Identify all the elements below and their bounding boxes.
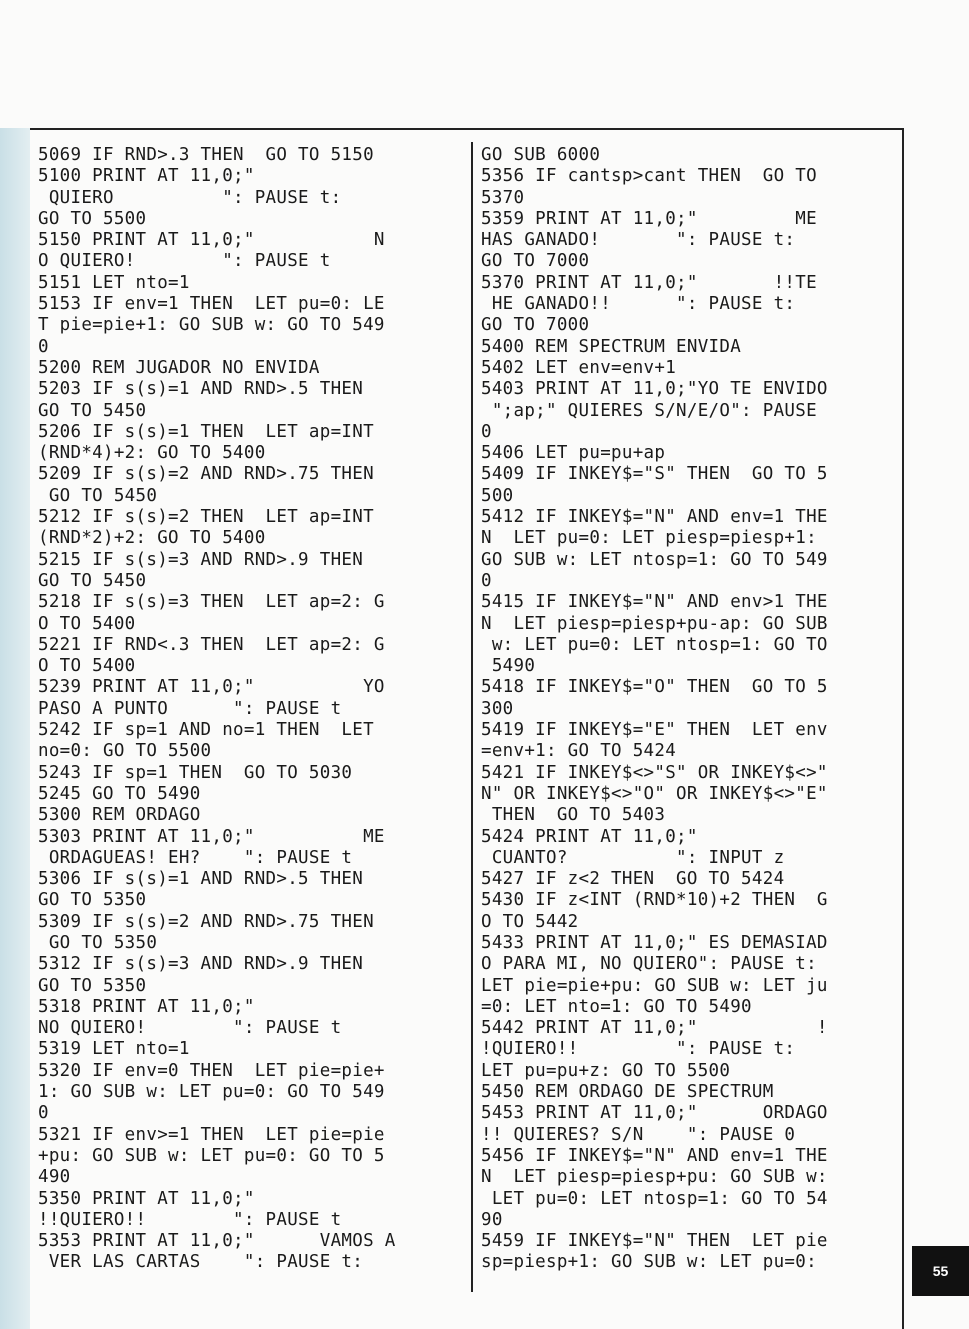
code-line: GO TO 5450	[38, 570, 147, 591]
code-line: T pie=pie+1: GO SUB w: GO TO 549	[38, 315, 385, 336]
page-number: 55	[912, 1246, 969, 1296]
column-divider	[471, 142, 473, 1292]
code-line: 5300 REM ORDAGO	[38, 805, 201, 826]
code-line: 5312 IF s(s)=3 AND RND>.9 THEN	[38, 954, 364, 975]
code-line: N LET piesp=piesp+pu-ap: GO SUB	[481, 613, 828, 634]
code-line: 5370 PRINT AT 11,0;" !!TE	[481, 272, 817, 293]
code-line: 5321 IF env>=1 THEN LET pie=pie	[38, 1124, 385, 1145]
code-line: LET pu=0: LET ntosp=1: GO TO 54	[481, 1188, 828, 1209]
code-line: GO TO 5450	[38, 485, 158, 506]
code-line: 5306 IF s(s)=1 AND RND>.5 THEN	[38, 869, 364, 890]
code-line: 5309 IF s(s)=2 AND RND>.75 THEN	[38, 911, 374, 932]
code-line: 5215 IF s(s)=3 AND RND>.9 THEN	[38, 549, 364, 570]
code-line: 5069 IF RND>.3 THEN GO TO 5150	[38, 145, 374, 165]
code-line: HE GANADO!! ": PAUSE t:	[481, 294, 796, 315]
code-line: 5353 PRINT AT 11,0;" VAMOS A	[38, 1231, 396, 1252]
code-line: GO SUB 6000	[481, 145, 601, 165]
code-line: w: LET pu=0: LET ntosp=1: GO TO	[481, 634, 828, 655]
code-line: O TO 5442	[481, 911, 579, 932]
code-line: 5212 IF s(s)=2 THEN LET ap=INT	[38, 507, 374, 528]
code-line: THEN GO TO 5403	[481, 805, 666, 826]
code-line: O PARA MI, NO QUIERO": PAUSE t:	[481, 954, 817, 975]
code-line: VER LAS CARTAS ": PAUSE t:	[38, 1252, 364, 1273]
code-line: !!QUIERO!! ": PAUSE t	[38, 1209, 342, 1230]
code-line: 5245 GO TO 5490	[38, 783, 201, 804]
code-line: 5403 PRINT AT 11,0;"YO TE ENVIDO	[481, 379, 828, 400]
code-line: sp=piesp+1: GO SUB w: LET pu=0:	[481, 1252, 817, 1273]
code-line: 5356 IF cantsp>cant THEN GO TO	[481, 166, 817, 187]
code-line: 0	[481, 421, 492, 442]
code-line: 5359 PRINT AT 11,0;" ME	[481, 208, 817, 229]
code-line: CUANTO? ": INPUT z	[481, 847, 785, 868]
code-line: 1: GO SUB w: LET pu=0: GO TO 549	[38, 1082, 385, 1103]
code-line: no=0: GO TO 5500	[38, 741, 212, 762]
code-line: 5151 LET nto=1	[38, 272, 190, 293]
code-line: 500	[481, 485, 514, 506]
code-line: 5412 IF INKEY$="N" AND env=1 THE	[481, 507, 828, 528]
code-line: GO TO 5350	[38, 932, 158, 953]
code-line: 5459 IF INKEY$="N" THEN LET pie	[481, 1231, 828, 1252]
code-line: 5427 IF z<2 THEN GO TO 5424	[481, 869, 785, 890]
code-line: 300	[481, 698, 514, 719]
code-line: !QUIERO!! ": PAUSE t:	[481, 1039, 796, 1060]
code-line: 5221 IF RND<.3 THEN LET ap=2: G	[38, 634, 385, 655]
code-line: ORDAGUEAS! EH? ": PAUSE t	[38, 847, 353, 868]
code-line: LET pu=pu+z: GO TO 5500	[481, 1060, 731, 1081]
code-line: HAS GANADO! ": PAUSE t:	[481, 230, 796, 251]
code-line: 0	[38, 1103, 49, 1124]
code-line: =0: LET nto=1: GO TO 5490	[481, 996, 752, 1017]
listing-column-right	[481, 145, 899, 1274]
code-line: 5430 IF z<INT (RND*10)+2 THEN G	[481, 890, 828, 911]
code-line: =env+1: GO TO 5424	[481, 741, 677, 762]
code-line: ";ap;" QUIERES S/N/E/O": PAUSE	[481, 400, 817, 421]
code-line: O TO 5400	[38, 656, 136, 677]
code-line: 5409 IF INKEY$="S" THEN GO TO 5	[481, 464, 828, 485]
code-line: 5453 PRINT AT 11,0;" ORDAGO	[481, 1103, 828, 1124]
code-line: 5490	[481, 656, 536, 677]
code-line: GO TO 5350	[38, 890, 147, 911]
code-line: GO TO 5450	[38, 400, 147, 421]
code-line: 5421 IF INKEY$<>"S" OR INKEY$<>"	[481, 762, 828, 783]
code-line: 5319 LET nto=1	[38, 1039, 190, 1060]
code-line: 5203 IF s(s)=1 AND RND>.5 THEN	[38, 379, 364, 400]
code-line: QUIERO ": PAUSE t:	[38, 187, 342, 208]
code-line: 5242 IF sp=1 AND no=1 THEN LET	[38, 720, 374, 741]
code-line: 5320 IF env=0 THEN LET pie=pie+	[38, 1060, 385, 1081]
code-line: 5370	[481, 187, 525, 208]
code-line: 0	[38, 336, 49, 357]
code-line: 5419 IF INKEY$="E" THEN LET env	[481, 720, 828, 741]
code-line: 5415 IF INKEY$="N" AND env>1 THE	[481, 592, 828, 613]
code-line: 5100 PRINT AT 11,0;"	[38, 166, 255, 187]
code-line: GO TO 7000	[481, 315, 590, 336]
code-line: 5239 PRINT AT 11,0;" YO	[38, 677, 385, 698]
code-line: 5206 IF s(s)=1 THEN LET ap=INT	[38, 421, 374, 442]
code-line: 5442 PRINT AT 11,0;" !	[481, 1018, 828, 1039]
code-line: 5406 LET pu=pu+ap	[481, 443, 666, 464]
listing-column-left	[38, 145, 466, 1274]
code-line: (RND*2)+2: GO TO 5400	[38, 528, 266, 549]
code-line: GO SUB w: LET ntosp=1: GO TO 549	[481, 549, 828, 570]
code-line: 0	[481, 570, 492, 591]
code-line: GO TO 7000	[481, 251, 590, 272]
code-line: 490	[38, 1167, 71, 1188]
code-line: 5433 PRINT AT 11,0;" ES DEMASIAD	[481, 932, 828, 953]
code-line: 5200 REM JUGADOR NO ENVIDA	[38, 357, 320, 378]
code-line: PASO A PUNTO ": PAUSE t	[38, 698, 342, 719]
code-line: 5209 IF s(s)=2 AND RND>.75 THEN	[38, 464, 374, 485]
code-line: 5400 REM SPECTRUM ENVIDA	[481, 336, 742, 357]
code-line: !! QUIERES? S/N ": PAUSE 0	[481, 1124, 796, 1145]
code-line: 5350 PRINT AT 11,0;"	[38, 1188, 255, 1209]
code-line: 5424 PRINT AT 11,0;"	[481, 826, 698, 847]
code-line: 5456 IF INKEY$="N" AND env=1 THE	[481, 1145, 828, 1166]
code-line: GO TO 5500	[38, 208, 147, 229]
code-line: 90	[481, 1209, 503, 1230]
code-line: 5150 PRINT AT 11,0;" N	[38, 230, 385, 251]
code-line: N LET piesp=piesp+pu: GO SUB w:	[481, 1167, 828, 1188]
code-line: N" OR INKEY$<>"O" OR INKEY$<>"E"	[481, 783, 828, 804]
code-line: 5303 PRINT AT 11,0;" ME	[38, 826, 385, 847]
code-line: GO TO 5350	[38, 975, 147, 996]
code-line: O TO 5400	[38, 613, 136, 634]
code-line: NO QUIERO! ": PAUSE t	[38, 1018, 342, 1039]
code-line: 5450 REM ORDAGO DE SPECTRUM	[481, 1082, 774, 1103]
code-line: 5153 IF env=1 THEN LET pu=0: LE	[38, 294, 385, 315]
code-line: 5418 IF INKEY$="O" THEN GO TO 5	[481, 677, 828, 698]
code-line: (RND*4)+2: GO TO 5400	[38, 443, 266, 464]
code-line: 5318 PRINT AT 11,0;"	[38, 996, 255, 1017]
code-line: 5402 LET env=env+1	[481, 357, 677, 378]
page-left-edge-shadow	[0, 128, 30, 1329]
code-line: O QUIERO! ": PAUSE t	[38, 251, 331, 272]
code-line: N LET pu=0: LET piesp=piesp+1:	[481, 528, 817, 549]
code-line: +pu: GO SUB w: LET pu=0: GO TO 5	[38, 1145, 385, 1166]
code-line: 5218 IF s(s)=3 THEN LET ap=2: G	[38, 592, 385, 613]
code-line: 5243 IF sp=1 THEN GO TO 5030	[38, 762, 353, 783]
code-line: LET pie=pie+pu: GO SUB w: LET ju	[481, 975, 828, 996]
